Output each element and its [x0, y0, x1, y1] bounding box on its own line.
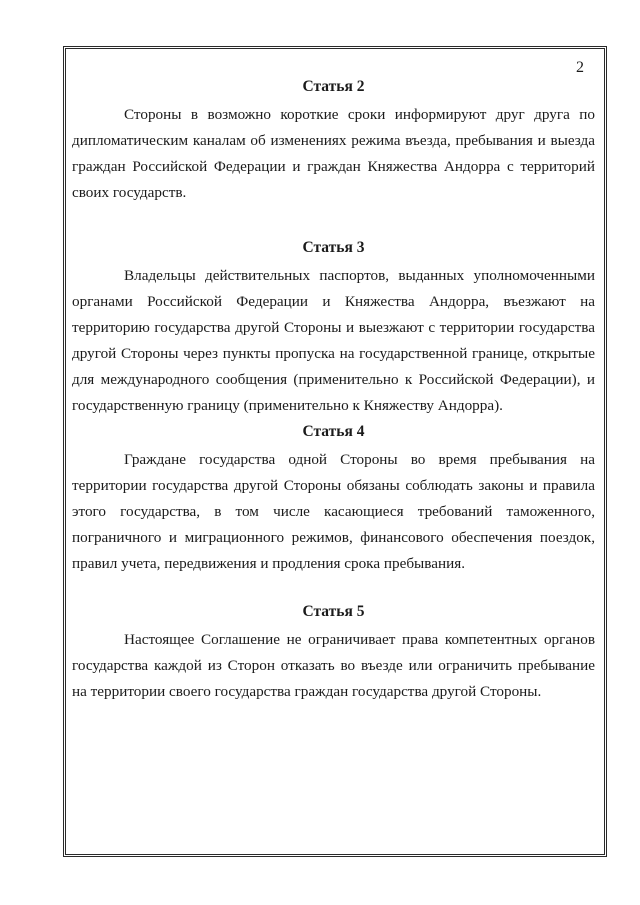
article-text: Владельцы действительных паспортов, выданных уполномоченными органами Российской Федерации и Княжества Андорра, въезжают на территорию государства другой Стороны и выезжают с территории государства другой Стороны через пункты пропуска на государственной границе, открытые для международного сообщения (применительно к Российской Федерации), и государственную границу (применительно к Княжеству Андорра).: [72, 267, 595, 414]
article-text: Настоящее Соглашение не ограничивает права компетентных органов государства каждой из Сторон отказать во въезде или ограничить пребывание на территории своего государства граждан государства другой Стороны.: [72, 631, 595, 700]
document-body: [72, 74, 595, 705]
article-5: [72, 599, 595, 705]
article-title: Статья 5: [302, 603, 365, 620]
article-3: [72, 235, 595, 419]
article-4: [72, 419, 595, 577]
article-title: Статья 4: [302, 423, 365, 440]
article-title: Статья 2: [302, 78, 365, 95]
article-2: [72, 74, 595, 206]
article-text: Стороны в возможно короткие сроки информируют друг друга по дипломатическим каналам об изменениях режима въезда, пребывания и выезда граждан Российской Федерации и граждан Княжества Андорра с территорий своих государств.: [72, 106, 595, 201]
article-title: Статья 3: [302, 239, 365, 256]
page-number: 2: [576, 59, 584, 76]
article-text: Граждане государства одной Стороны во время пребывания на территории государства другой Стороны обязаны соблюдать законы и правила этого государства, в том числе касающиеся требований таможенного, пограничного и миграционного режимов, финансового обеспечения поездок, правил учета, передвижения и продления срока пребывания.: [72, 451, 595, 572]
